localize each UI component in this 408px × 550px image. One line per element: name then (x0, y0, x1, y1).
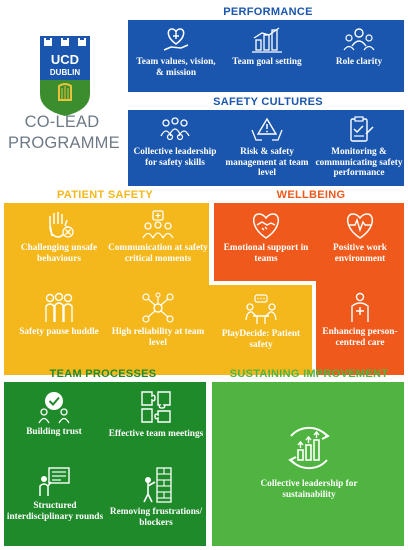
item-person-centred-label: Enhancing person-centred care (322, 327, 398, 348)
sustaining-improvement-panel (212, 382, 404, 546)
warning-hands-icon (250, 116, 284, 144)
item-playdecide (212, 294, 310, 350)
item-positive-work (318, 210, 402, 264)
item-collective-sustainability (258, 420, 360, 500)
item-effective-meetings (108, 388, 204, 440)
role-group-icon (342, 26, 376, 54)
team-processes-title: TEAM PROCESSES (49, 368, 157, 380)
item-risk-safety (222, 116, 312, 179)
item-communication-critical-label: Communication at safety critical moments (108, 243, 208, 264)
item-safety-pause-huddle (10, 292, 108, 338)
svg-text:DUBLIN: DUBLIN (49, 68, 81, 77)
discussion-table-icon (243, 294, 279, 326)
presentation-icon (37, 466, 73, 498)
huddle-icon (41, 292, 77, 324)
item-collective-leadership-safety-label: Collective leadership for safety skills (133, 147, 217, 168)
team-processes-panel (4, 382, 206, 546)
safety-cultures-panel (128, 110, 404, 186)
item-monitoring (314, 116, 404, 179)
heart-hand-icon (161, 26, 191, 54)
item-removing-frustrations (108, 466, 204, 528)
safety-cultures-title: SAFETY CULTURES (213, 96, 323, 108)
item-interdisciplinary-rounds (6, 466, 104, 522)
growth-cycle-icon (281, 420, 337, 476)
puzzle-icon (138, 388, 174, 426)
item-challenging-unsafe (10, 210, 108, 264)
item-interdisciplinary-rounds-label: Structured interdisciplinary rounds (6, 501, 104, 522)
heartbeat-icon (343, 210, 377, 240)
clipboard-check-icon (342, 116, 376, 144)
item-emotional-support-label: Emotional support in teams (223, 243, 309, 264)
svg-text:UCD: UCD (50, 52, 80, 67)
ucd-logo (40, 36, 90, 116)
item-emotional-support (218, 210, 314, 264)
item-role-clarity (316, 26, 402, 68)
team-communication-icon (140, 210, 176, 240)
heart-handshake-icon (249, 210, 283, 240)
item-monitoring-label: Monitoring & communicating safety performance (315, 147, 403, 178)
patient-safety-title: PATIENT SAFETY (56, 189, 154, 201)
network-icon (140, 292, 176, 324)
item-building-trust (6, 390, 102, 438)
item-person-centred (318, 292, 402, 348)
item-team-goal-label: Team goal setting (232, 57, 302, 67)
programme-title: CO-LEAD PROGRAMME (8, 113, 120, 152)
item-collective-sustainability-label: Collective leadership for sustainability (260, 479, 358, 500)
item-team-goal (222, 26, 312, 68)
people-group-icon (158, 116, 192, 144)
sustaining-improvement-title: SUSTAINING IMPROVEMENT (229, 368, 389, 380)
item-team-values (132, 26, 220, 78)
item-positive-work-label: Positive work environment (333, 243, 387, 264)
item-challenging-unsafe-label: Challenging unsafe behaviours (20, 243, 98, 264)
item-communication-critical (108, 210, 208, 264)
item-risk-safety-label: Risk & safety management at team level (225, 147, 309, 178)
item-role-clarity-label: Role clarity (335, 57, 383, 67)
caregiver-icon (343, 292, 377, 324)
brick-wall-icon (138, 466, 174, 504)
stop-hand-icon (42, 210, 76, 240)
wellbeing-title: WELLBEING (276, 189, 346, 201)
item-collective-leadership-safety (130, 116, 220, 168)
ucd-crest-icon (40, 36, 90, 116)
item-high-reliability (108, 292, 208, 348)
item-building-trust-label: Building trust (26, 427, 82, 437)
item-high-reliability-label: High reliability at team level (111, 327, 205, 348)
trust-icon (36, 390, 72, 424)
team-goal-icon (250, 26, 284, 54)
item-playdecide-label: PlayDecide: Patient safety (221, 329, 301, 350)
item-effective-meetings-label: Effective team meetings (108, 429, 204, 439)
item-team-values-label: Team values, vision, & mission (136, 57, 216, 78)
performance-panel (128, 20, 404, 92)
item-removing-frustrations-label: Removing frustrations/ blockers (109, 507, 203, 528)
item-safety-pause-huddle-label: Safety pause huddle (19, 327, 99, 337)
performance-title: PERFORMANCE (223, 6, 313, 18)
